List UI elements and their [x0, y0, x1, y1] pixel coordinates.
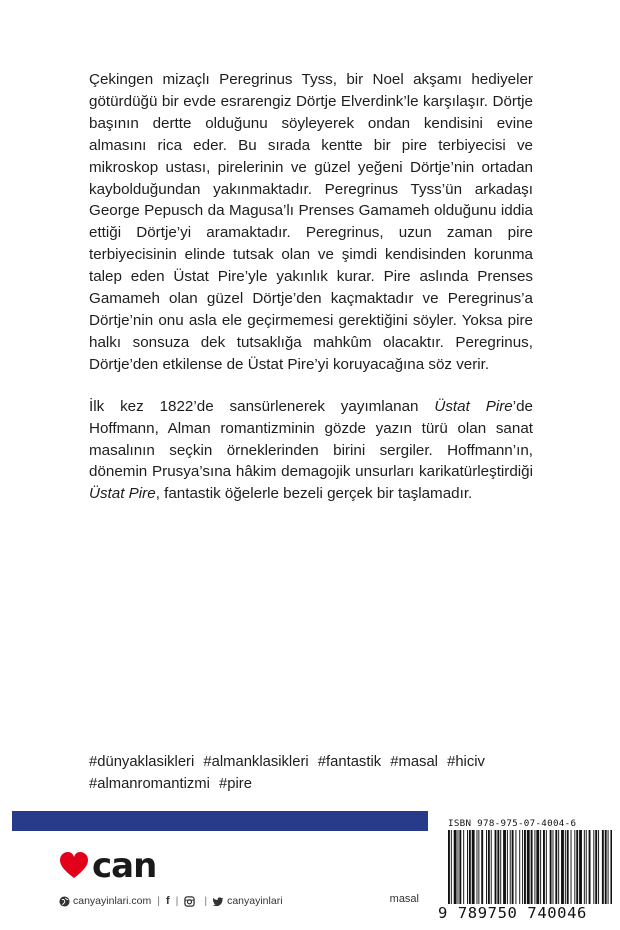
barcode-bar	[459, 830, 461, 906]
barcode-bar	[467, 830, 468, 906]
barcode-bar	[608, 830, 609, 906]
barcode-bar	[558, 830, 559, 906]
barcode-bar	[574, 830, 575, 906]
hashtag: #almanklasikleri	[203, 754, 309, 770]
barcode-bar	[610, 830, 612, 906]
barcode-bar	[472, 830, 475, 906]
barcode-bar	[463, 830, 464, 906]
barcode-bar	[469, 830, 471, 906]
heart-icon	[59, 851, 89, 881]
hashtag: #masal	[390, 754, 438, 770]
book-title-italic: Üstat Pire	[89, 485, 156, 503]
barcode-bar	[503, 830, 506, 906]
instagram-icon[interactable]	[184, 896, 195, 907]
barcode-bar	[527, 830, 530, 906]
hashtag: #hiciv	[447, 754, 485, 770]
barcode-bar	[598, 830, 599, 906]
barcode-bar	[602, 830, 604, 906]
barcode-bar	[491, 830, 492, 906]
facebook-icon[interactable]: f	[165, 895, 170, 907]
barcode-bar	[534, 830, 535, 906]
publisher-logo	[59, 846, 157, 886]
barcode-bar	[586, 830, 587, 906]
barcode-bar	[540, 830, 541, 906]
isbn-label: ISBN 978-975-07-4004-6	[448, 818, 577, 829]
barcode	[448, 830, 612, 906]
blurb-p2-part-a: İlk kez 1822’de sansürlenerek yayımlanan	[89, 397, 435, 415]
barcode-bar	[589, 830, 591, 906]
barcode-bar	[543, 830, 545, 906]
blurb-paragraph-2	[89, 396, 533, 506]
back-cover-blurb	[89, 69, 533, 505]
category-label: masal	[389, 893, 419, 905]
globe-icon	[59, 896, 70, 907]
hashtag: #pire	[219, 776, 252, 792]
barcode-bar	[571, 830, 572, 906]
barcode-bar	[565, 830, 566, 906]
barcode-bar	[507, 830, 508, 906]
barcode-bar	[524, 830, 526, 906]
barcode-bar	[546, 830, 547, 906]
hashtag: #almanromantizmi	[89, 776, 210, 792]
blue-band	[12, 811, 428, 831]
barcode-bar	[515, 830, 516, 906]
barcode-bar	[497, 830, 499, 906]
book-title-italic: Üstat Pire	[434, 397, 513, 415]
social-handle[interactable]: canyayinlari	[227, 895, 283, 907]
barcode-bar	[512, 830, 514, 906]
barcode-bar	[555, 830, 557, 906]
barcode-bar	[481, 830, 483, 906]
hashtag: #dünyaklasikleri	[89, 754, 195, 770]
barcode-bar	[519, 830, 520, 906]
barcode-bar	[531, 830, 533, 906]
barcode-bar	[454, 830, 457, 906]
barcode-bar	[605, 830, 607, 906]
divider: |	[157, 895, 160, 907]
divider: |	[204, 895, 208, 907]
hashtag: #fantastik	[317, 754, 382, 770]
barcode-bar	[522, 830, 523, 906]
barcode-bar	[510, 830, 511, 906]
twitter-icon[interactable]	[213, 896, 224, 907]
logo-wordmark: can	[92, 846, 157, 886]
barcode-bar	[451, 830, 452, 906]
blurb-p2-part-c: ’de Hoffmann, Alman romantizminin gözde yazın türü olan sanat masalının seçkin örneklerinden birini sergiler. Hoffmann’ın, dönemin Prusya’sına hâkim demagojik unsurları karikatürleştirdiği	[89, 397, 533, 481]
blurb-p2-part-e: , fantastik öğelerle bezeli gerçek bir taşlamadır.	[155, 485, 473, 503]
barcode-bar	[593, 830, 594, 906]
barcode-bar	[488, 830, 490, 906]
hashtag-list	[89, 751, 509, 795]
barcode-bar	[567, 830, 569, 906]
blurb-paragraph-1: Çekingen mizaçlı Peregrinus Tyss, bir Noel akşamı hediyeler götürdüğü bir evde esrarengiz Dörtje Elverdink’le karşılaşır. Dörtje başının dertte olduğunu söyleyerek ondan kendisini evine almasını rica eder. Bu sırada kentte bir pire terbiyecisi ve mikroskop ustası, pirelerinin ve güzel yeğeni Dörtje’nin ortadan kaybolduğundan yakınmaktadır. Peregrinus Tyss’ün arkadaşı George Pepusch da Magusa’lı Prenses Gamameh olduğunu iddia ettiği Dörtje’yi aramaktadır. Peregrinus, uzun zaman pire terbiyecisinin elinde tutsak olan ve şimdi kendisinden korunma talep eden Üstat Pire’yle yakınlık kurar. Pire aslında Prenses Gamameh olan güzel Dörtje’den kaçmaktadır ve Peregrinus’a Dörtje’nin onu asla ele geçirmemesi gerektiğini söyler. Yoksa pire halkı sonsuza dek tutsaklığa mahkûm olacaktır. Peregrinus, Dörtje’den etkilense de Üstat Pire’yi koruyacağına söz verir.	[89, 71, 533, 373]
barcode-bar	[584, 830, 585, 906]
barcode-bar	[495, 830, 497, 906]
barcode-bar	[477, 830, 478, 906]
barcode-bar	[579, 830, 582, 906]
barcode-bar	[553, 830, 554, 906]
barcode-bar	[536, 830, 539, 906]
barcode-bar	[458, 830, 459, 906]
barcode-bar	[595, 830, 597, 906]
ean-number: 9 789750 740046	[436, 904, 618, 922]
barcode-bar	[486, 830, 487, 906]
barcode-bar	[550, 830, 552, 906]
barcode-bar	[500, 830, 501, 906]
barcode-bar	[561, 830, 564, 906]
divider: |	[175, 895, 179, 907]
barcode-bar	[576, 830, 578, 906]
publisher-footer	[59, 893, 419, 909]
website-link[interactable]: canyayinlari.com	[73, 895, 152, 907]
barcode-bar	[448, 830, 450, 906]
barcode-bar	[478, 830, 479, 906]
